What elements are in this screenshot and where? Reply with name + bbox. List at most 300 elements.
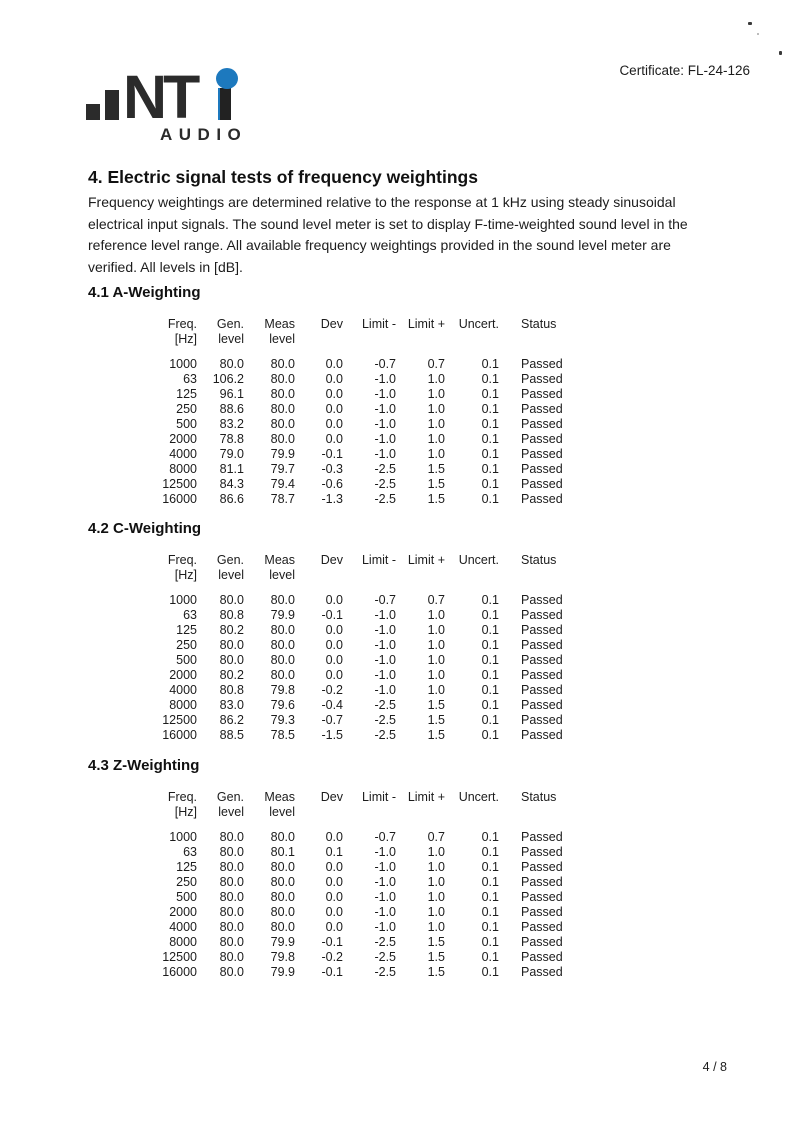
cell-limit-minus: -1.0: [374, 905, 396, 919]
cell-freq-hz: 1000: [169, 593, 197, 607]
cell-status: Passed: [521, 668, 563, 682]
logo-i-dot-icon: [216, 68, 238, 89]
cell-limit-plus: 1.0: [427, 920, 445, 934]
cell-uncert: 0.1: [481, 890, 499, 904]
column-header-status: Status: [521, 317, 557, 331]
table-row: [145, 432, 575, 447]
cell-meas-level: 80.0: [270, 890, 295, 904]
cell-meas-level: 79.9: [270, 447, 295, 461]
cell-freq-hz: 12500: [162, 477, 197, 491]
cell-limit-plus: 0.7: [427, 357, 445, 371]
cell-dev: 0.0: [325, 653, 343, 667]
cell-gen-level: 83.2: [219, 417, 244, 431]
cell-meas-level: 80.0: [270, 905, 295, 919]
cell-freq-hz: 12500: [162, 950, 197, 964]
column-header-freq-hz: Freq. [Hz]: [167, 317, 197, 346]
column-header-meas-level: Meas level: [264, 790, 295, 819]
cell-status: Passed: [521, 890, 563, 904]
cell-gen-level: 96.1: [219, 387, 244, 401]
cell-status: Passed: [521, 593, 563, 607]
cell-meas-level: 80.0: [270, 638, 295, 652]
cell-limit-plus: 1.0: [427, 905, 445, 919]
column-header-meas-level: Meas level: [264, 317, 295, 346]
cell-meas-level: 80.0: [270, 402, 295, 416]
column-header-dev: Dev: [320, 790, 343, 804]
cell-freq-hz: 125: [176, 387, 197, 401]
table-row: [145, 608, 575, 623]
cell-status: Passed: [521, 447, 563, 461]
cell-freq-hz: 1000: [169, 830, 197, 844]
cell-uncert: 0.1: [481, 905, 499, 919]
cell-uncert: 0.1: [481, 713, 499, 727]
cell-freq-hz: 8000: [169, 935, 197, 949]
column-header-gen-level: Gen. level: [216, 553, 244, 582]
table-row: [145, 638, 575, 653]
cell-freq-hz: 500: [176, 653, 197, 667]
column-header-limit-plus: Limit +: [407, 317, 445, 331]
cell-meas-level: 80.0: [270, 357, 295, 371]
cell-limit-plus: 1.5: [427, 713, 445, 727]
table-row: [145, 417, 575, 432]
cell-status: Passed: [521, 698, 563, 712]
cell-limit-minus: -0.7: [374, 830, 396, 844]
cell-freq-hz: 2000: [169, 905, 197, 919]
cell-gen-level: 83.0: [219, 698, 244, 712]
cell-limit-minus: -2.5: [374, 950, 396, 964]
cell-uncert: 0.1: [481, 965, 499, 979]
cell-dev: -0.6: [321, 477, 343, 491]
cell-status: Passed: [521, 653, 563, 667]
cell-dev: -1.3: [321, 492, 343, 506]
logo-bar-icon: [86, 104, 100, 120]
cell-limit-plus: 1.0: [427, 683, 445, 697]
table-row: [145, 387, 575, 402]
cell-meas-level: 80.0: [270, 875, 295, 889]
cell-uncert: 0.1: [481, 623, 499, 637]
cell-meas-level: 79.8: [270, 950, 295, 964]
table-row: [145, 890, 575, 905]
cell-meas-level: 80.0: [270, 387, 295, 401]
cell-dev: -0.7: [321, 713, 343, 727]
cell-limit-plus: 1.0: [427, 845, 445, 859]
cell-status: Passed: [521, 372, 563, 386]
column-header-status: Status: [521, 553, 557, 567]
cell-limit-minus: -2.5: [374, 728, 396, 742]
cell-gen-level: 84.3: [219, 477, 244, 491]
cell-freq-hz: 250: [176, 638, 197, 652]
table-row: [145, 477, 575, 492]
cell-status: Passed: [521, 728, 563, 742]
cell-gen-level: 80.0: [219, 845, 244, 859]
cell-freq-hz: 1000: [169, 357, 197, 371]
cell-freq-hz: 250: [176, 402, 197, 416]
cell-limit-minus: -1.0: [374, 623, 396, 637]
cell-status: Passed: [521, 920, 563, 934]
logo-i-stem: [218, 88, 231, 120]
cell-dev: -0.1: [321, 965, 343, 979]
cell-uncert: 0.1: [481, 402, 499, 416]
cell-uncert: 0.1: [481, 492, 499, 506]
cell-limit-minus: -1.0: [374, 638, 396, 652]
cell-gen-level: 88.5: [219, 728, 244, 742]
cell-freq-hz: 8000: [169, 462, 197, 476]
cell-uncert: 0.1: [481, 357, 499, 371]
cell-uncert: 0.1: [481, 477, 499, 491]
cell-uncert: 0.1: [481, 447, 499, 461]
logo-nt-text: NT: [123, 63, 197, 131]
cell-limit-plus: 1.0: [427, 608, 445, 622]
cell-limit-minus: -1.0: [374, 447, 396, 461]
table-row: [145, 860, 575, 875]
cell-dev: -0.1: [321, 935, 343, 949]
cell-gen-level: 80.0: [219, 950, 244, 964]
column-header-limit-plus: Limit +: [407, 553, 445, 567]
cell-limit-plus: 1.0: [427, 402, 445, 416]
cell-uncert: 0.1: [481, 683, 499, 697]
cell-limit-minus: -2.5: [374, 965, 396, 979]
cell-meas-level: 80.0: [270, 432, 295, 446]
cell-freq-hz: 16000: [162, 965, 197, 979]
cell-limit-minus: -2.5: [374, 492, 396, 506]
cell-limit-plus: 1.5: [427, 965, 445, 979]
column-header-limit-minus: Limit -: [361, 790, 396, 804]
cell-dev: 0.0: [325, 875, 343, 889]
cell-dev: -0.4: [321, 698, 343, 712]
cell-meas-level: 79.9: [270, 935, 295, 949]
header-row: [145, 317, 575, 357]
column-header-dev: Dev: [320, 317, 343, 331]
cell-meas-level: 79.9: [270, 965, 295, 979]
cell-freq-hz: 16000: [162, 492, 197, 506]
cell-meas-level: 80.0: [270, 593, 295, 607]
cell-limit-minus: -1.0: [374, 653, 396, 667]
cell-status: Passed: [521, 357, 563, 371]
cell-gen-level: 80.0: [219, 593, 244, 607]
cell-meas-level: 80.0: [270, 653, 295, 667]
page-number: 4 / 8: [702, 1060, 727, 1074]
table-row: [145, 593, 575, 608]
cell-limit-minus: -1.0: [374, 683, 396, 697]
cell-gen-level: 79.0: [219, 447, 244, 461]
cell-meas-level: 79.7: [270, 462, 295, 476]
cell-limit-plus: 1.5: [427, 728, 445, 742]
logo-audio-text: AUDIO: [160, 125, 248, 144]
cell-dev: 0.0: [325, 905, 343, 919]
cell-uncert: 0.1: [481, 638, 499, 652]
cell-status: Passed: [521, 935, 563, 949]
subsection-title: 4.2 C-Weighting: [88, 520, 202, 537]
cell-dev: 0.0: [325, 920, 343, 934]
cell-meas-level: 79.3: [270, 713, 295, 727]
cell-freq-hz: 500: [176, 890, 197, 904]
cell-gen-level: 80.0: [219, 935, 244, 949]
cell-status: Passed: [521, 477, 563, 491]
cell-status: Passed: [521, 950, 563, 964]
cell-dev: 0.0: [325, 387, 343, 401]
cell-limit-plus: 0.7: [427, 830, 445, 844]
cell-gen-level: 88.6: [219, 402, 244, 416]
weighting-section-c: [88, 520, 728, 743]
cell-dev: 0.1: [325, 845, 343, 859]
cell-meas-level: 78.5: [270, 728, 295, 742]
cell-limit-minus: -1.0: [374, 608, 396, 622]
cell-gen-level: 80.0: [219, 965, 244, 979]
cell-freq-hz: 4000: [169, 683, 197, 697]
cell-limit-minus: -1.0: [374, 920, 396, 934]
nti-audio-logo: [86, 63, 248, 145]
cell-status: Passed: [521, 713, 563, 727]
cell-meas-level: 80.0: [270, 830, 295, 844]
cell-meas-level: 79.8: [270, 683, 295, 697]
cell-gen-level: 80.2: [219, 668, 244, 682]
column-header-gen-level: Gen. level: [216, 790, 244, 819]
cell-freq-hz: 8000: [169, 698, 197, 712]
cell-gen-level: 80.0: [219, 875, 244, 889]
nti-logo-mark: [86, 63, 246, 131]
cell-limit-minus: -1.0: [374, 875, 396, 889]
cell-meas-level: 80.0: [270, 623, 295, 637]
cell-limit-plus: 1.0: [427, 417, 445, 431]
weighting-section-a: [88, 284, 728, 507]
table-row: [145, 935, 575, 950]
cell-dev: 0.0: [325, 890, 343, 904]
cell-freq-hz: 63: [183, 608, 197, 622]
cell-meas-level: 80.0: [270, 417, 295, 431]
table-row: [145, 875, 575, 890]
cell-gen-level: 80.0: [219, 830, 244, 844]
cell-dev: 0.0: [325, 417, 343, 431]
column-header-status: Status: [521, 790, 557, 804]
cell-gen-level: 81.1: [219, 462, 244, 476]
cell-gen-level: 80.0: [219, 890, 244, 904]
cell-status: Passed: [521, 402, 563, 416]
cell-status: Passed: [521, 623, 563, 637]
column-header-freq-hz: Freq. [Hz]: [167, 790, 197, 819]
cell-status: Passed: [521, 462, 563, 476]
cell-gen-level: 80.0: [219, 905, 244, 919]
table-row: [145, 950, 575, 965]
cell-limit-minus: -2.5: [374, 713, 396, 727]
cell-uncert: 0.1: [481, 845, 499, 859]
cell-freq-hz: 125: [176, 860, 197, 874]
column-header-meas-level: Meas level: [264, 553, 295, 582]
cell-meas-level: 79.6: [270, 698, 295, 712]
cell-limit-minus: -2.5: [374, 462, 396, 476]
cell-gen-level: 80.8: [219, 608, 244, 622]
cell-freq-hz: 500: [176, 417, 197, 431]
cell-freq-hz: 63: [183, 372, 197, 386]
cell-status: Passed: [521, 432, 563, 446]
certificate-number: Certificate: FL-24-126: [619, 63, 750, 78]
cell-dev: -1.5: [321, 728, 343, 742]
column-header-gen-level: Gen. level: [216, 317, 244, 346]
cell-uncert: 0.1: [481, 698, 499, 712]
cell-uncert: 0.1: [481, 432, 499, 446]
cell-freq-hz: 4000: [169, 920, 197, 934]
scan-speck: [748, 22, 752, 25]
table-row: [145, 653, 575, 668]
cell-limit-plus: 1.0: [427, 623, 445, 637]
cell-gen-level: 80.0: [219, 860, 244, 874]
cell-status: Passed: [521, 860, 563, 874]
cell-limit-minus: -1.0: [374, 860, 396, 874]
intro-paragraph: Frequency weightings are determined relative to the response at 1 kHz using steady sinusoidal electrical input signals. The sound level meter is set to display F-time-weighted sound level in the reference level range. All available frequency weightings provided in the sound level meter are verified. All levels in [dB].: [88, 194, 688, 275]
z-weighting-table: [145, 790, 575, 980]
table-row: [145, 728, 575, 743]
cell-limit-minus: -0.7: [374, 357, 396, 371]
cell-limit-plus: 1.5: [427, 462, 445, 476]
table-row: [145, 668, 575, 683]
cell-status: Passed: [521, 683, 563, 697]
cell-uncert: 0.1: [481, 920, 499, 934]
cell-meas-level: 79.4: [270, 477, 295, 491]
c-weighting-table: [145, 553, 575, 743]
cell-gen-level: 80.8: [219, 683, 244, 697]
cell-dev: 0.0: [325, 357, 343, 371]
cell-uncert: 0.1: [481, 830, 499, 844]
cell-uncert: 0.1: [481, 593, 499, 607]
table-row: [145, 713, 575, 728]
cell-freq-hz: 16000: [162, 728, 197, 742]
cell-limit-minus: -0.7: [374, 593, 396, 607]
cell-freq-hz: 63: [183, 845, 197, 859]
cell-status: Passed: [521, 608, 563, 622]
cell-status: Passed: [521, 845, 563, 859]
cell-status: Passed: [521, 492, 563, 506]
section-heading: 4. Electric signal tests of frequency weightings: [88, 167, 478, 187]
cell-limit-plus: 1.5: [427, 935, 445, 949]
cell-status: Passed: [521, 387, 563, 401]
cell-dev: -0.2: [321, 683, 343, 697]
cell-freq-hz: 2000: [169, 668, 197, 682]
cell-status: Passed: [521, 830, 563, 844]
cell-limit-plus: 1.5: [427, 698, 445, 712]
cell-uncert: 0.1: [481, 387, 499, 401]
cell-limit-minus: -2.5: [374, 477, 396, 491]
cell-limit-minus: -2.5: [374, 698, 396, 712]
cell-freq-hz: 125: [176, 623, 197, 637]
cell-dev: 0.0: [325, 830, 343, 844]
cell-uncert: 0.1: [481, 462, 499, 476]
cell-freq-hz: 4000: [169, 447, 197, 461]
cell-limit-plus: 1.0: [427, 432, 445, 446]
column-header-limit-plus: Limit +: [407, 790, 445, 804]
table-row: [145, 372, 575, 387]
cell-limit-plus: 1.0: [427, 447, 445, 461]
scan-speck: [757, 33, 759, 35]
table-row: [145, 447, 575, 462]
cell-limit-minus: -1.0: [374, 402, 396, 416]
cell-dev: 0.0: [325, 593, 343, 607]
cell-gen-level: 106.2: [212, 372, 244, 386]
cell-limit-plus: 1.0: [427, 653, 445, 667]
cell-limit-plus: 1.0: [427, 387, 445, 401]
cell-limit-minus: -1.0: [374, 668, 396, 682]
cell-limit-plus: 1.0: [427, 372, 445, 386]
weighting-section-z: [88, 757, 728, 980]
cell-uncert: 0.1: [481, 668, 499, 682]
column-header-limit-minus: Limit -: [361, 317, 396, 331]
a-weighting-table: [145, 317, 575, 507]
cell-meas-level: 79.9: [270, 608, 295, 622]
cell-limit-minus: -1.0: [374, 387, 396, 401]
cell-limit-plus: 1.5: [427, 477, 445, 491]
cell-limit-plus: 1.0: [427, 860, 445, 874]
column-header-uncert: Uncert.: [458, 553, 499, 567]
column-header-freq-hz: Freq. [Hz]: [167, 553, 197, 582]
cell-dev: 0.0: [325, 623, 343, 637]
cell-dev: 0.0: [325, 432, 343, 446]
cell-freq-hz: 2000: [169, 432, 197, 446]
cell-limit-plus: 1.0: [427, 875, 445, 889]
cell-status: Passed: [521, 638, 563, 652]
cell-limit-plus: 1.5: [427, 950, 445, 964]
subsection-title: 4.1 A-Weighting: [88, 284, 201, 301]
cell-status: Passed: [521, 965, 563, 979]
cell-limit-minus: -1.0: [374, 845, 396, 859]
table-row: [145, 683, 575, 698]
table-row: [145, 462, 575, 477]
logo-i-glyph: [214, 66, 240, 122]
cell-gen-level: 78.8: [219, 432, 244, 446]
column-header-limit-minus: Limit -: [361, 553, 396, 567]
table-row: [145, 920, 575, 935]
cell-status: Passed: [521, 905, 563, 919]
cell-meas-level: 80.0: [270, 860, 295, 874]
cell-dev: 0.0: [325, 372, 343, 386]
header-row: [145, 790, 575, 830]
scan-speck: [779, 51, 782, 55]
cell-uncert: 0.1: [481, 372, 499, 386]
cell-meas-level: 80.0: [270, 372, 295, 386]
cell-limit-minus: -1.0: [374, 432, 396, 446]
cell-gen-level: 86.6: [219, 492, 244, 506]
table-row: [145, 492, 575, 507]
cell-uncert: 0.1: [481, 860, 499, 874]
cell-freq-hz: 12500: [162, 713, 197, 727]
cell-uncert: 0.1: [481, 728, 499, 742]
cell-dev: -0.1: [321, 447, 343, 461]
cell-dev: 0.0: [325, 668, 343, 682]
column-header-uncert: Uncert.: [458, 317, 499, 331]
subsection-title: 4.3 Z-Weighting: [88, 757, 200, 774]
table-row: [145, 623, 575, 638]
cell-dev: -0.2: [321, 950, 343, 964]
table-row: [145, 402, 575, 417]
cell-meas-level: 78.7: [270, 492, 295, 506]
cell-uncert: 0.1: [481, 417, 499, 431]
table-row: [145, 965, 575, 980]
column-header-dev: Dev: [320, 553, 343, 567]
cell-uncert: 0.1: [481, 875, 499, 889]
cell-freq-hz: 250: [176, 875, 197, 889]
cell-gen-level: 80.0: [219, 653, 244, 667]
cell-gen-level: 80.0: [219, 357, 244, 371]
cell-status: Passed: [521, 417, 563, 431]
cell-uncert: 0.1: [481, 608, 499, 622]
cell-dev: -0.3: [321, 462, 343, 476]
cell-uncert: 0.1: [481, 653, 499, 667]
table-row: [145, 357, 575, 372]
logo-bar-icon: [105, 90, 119, 120]
cell-dev: -0.1: [321, 608, 343, 622]
cell-limit-plus: 1.0: [427, 668, 445, 682]
cell-status: Passed: [521, 875, 563, 889]
table-row: [145, 845, 575, 860]
cell-limit-minus: -1.0: [374, 372, 396, 386]
cell-limit-minus: -1.0: [374, 890, 396, 904]
cell-dev: 0.0: [325, 402, 343, 416]
